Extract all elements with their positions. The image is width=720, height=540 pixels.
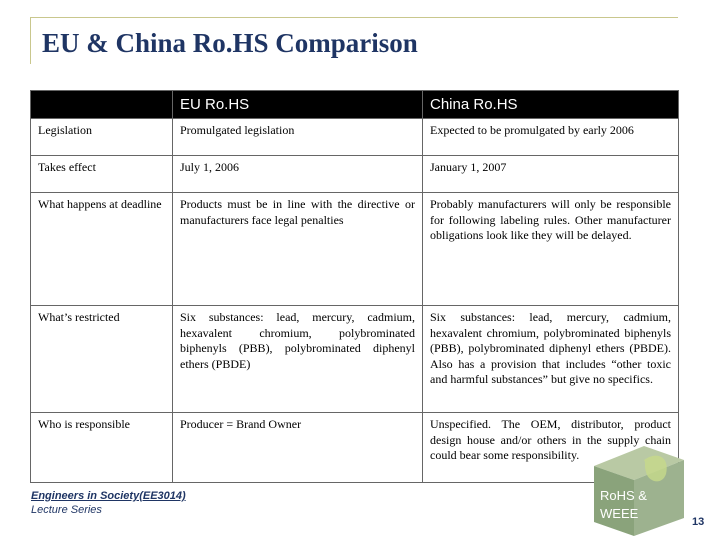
china-cell: Probably manufacturers will only be responsible for following labeling rules. Other manufacturer obligations look like they will be delayed.	[423, 193, 679, 306]
table-row	[31, 193, 679, 306]
row-label: What happens at deadline	[31, 193, 173, 306]
table-row	[31, 156, 679, 193]
header-cell-empty	[31, 91, 173, 119]
table-row	[31, 306, 679, 413]
header-cell-eu: EU Ro.HS	[173, 91, 423, 119]
china-cell: Expected to be promulgated by early 2006	[423, 119, 679, 156]
logo-text-line2: WEEE	[600, 506, 639, 521]
china-cell: Six substances: lead, mercury, cadmium, hexavalent chromium, polybrominated biphenyls (PBB), polybrominated diphenyl ethers (PBDE). Also has a provision that includes “other toxic and harmful substances” but give no specifics.	[423, 306, 679, 413]
lecture-series-label: Lecture Series	[31, 504, 102, 516]
title-rule-vertical	[30, 17, 31, 64]
title-rule-horizontal	[30, 17, 678, 18]
course-link[interactable]: Engineers in Society(EE3014)	[31, 490, 186, 502]
page-number: 13	[692, 516, 705, 528]
eu-cell: Promulgated legislation	[173, 119, 423, 156]
row-label: What’s restricted	[31, 306, 173, 413]
table-row	[31, 119, 679, 156]
eu-cell: Products must be in line with the directive or manufacturers face legal penalties	[173, 193, 423, 306]
china-cell: January 1, 2007	[423, 156, 679, 193]
logo-text-line1: RoHS &	[600, 488, 647, 503]
comparison-table	[30, 90, 679, 483]
eu-cell: Six substances: lead, mercury, cadmium, hexavalent chromium, polybrominated biphenyls (PBB), polybrominated diphenyl ethers (PBDE)	[173, 306, 423, 413]
table-row	[31, 413, 679, 483]
china-cell: Unspecified. The OEM, distributor, product design house and/or others in the supply chain could bear some responsibility.	[423, 413, 679, 483]
table-header-row	[31, 91, 679, 119]
rohs-weee-logo	[586, 438, 686, 538]
eu-cell: July 1, 2006	[173, 156, 423, 193]
row-label: Takes effect	[31, 156, 173, 193]
row-label: Legislation	[31, 119, 173, 156]
eu-cell: Producer = Brand Owner	[173, 413, 423, 483]
header-cell-china: China Ro.HS	[423, 91, 679, 119]
slide-title: EU & China Ro.HS Comparison	[42, 28, 418, 58]
row-label: Who is responsible	[31, 413, 173, 483]
